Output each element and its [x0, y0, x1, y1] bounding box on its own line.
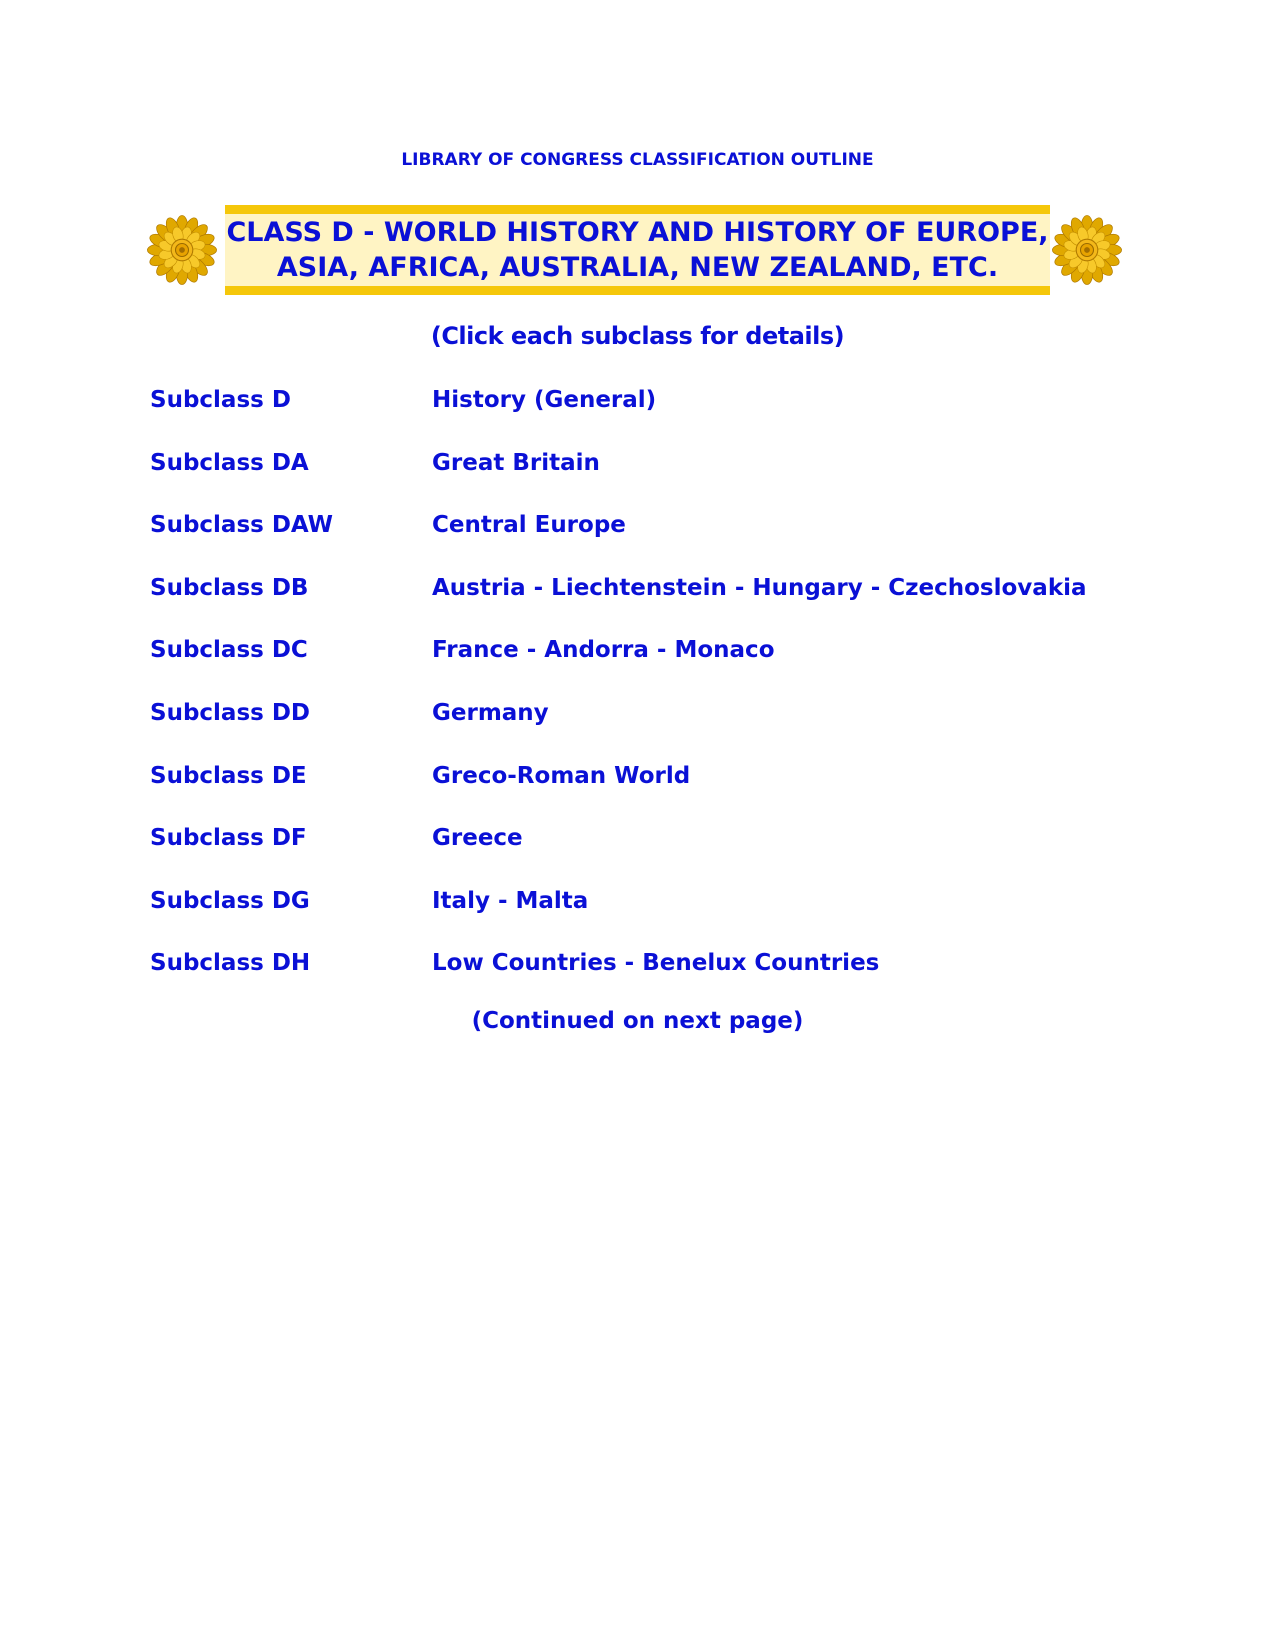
- subclass-list: [150, 385, 1150, 1011]
- subclass-code[interactable]: Subclass DE: [150, 762, 307, 789]
- class-title-banner: [225, 205, 1050, 295]
- top-heading: LIBRARY OF CONGRESS CLASSIFICATION OUTLINE: [401, 150, 874, 170]
- subclass-link-d[interactable]: [150, 385, 1150, 448]
- subclass-name[interactable]: Greco-Roman World: [432, 762, 691, 789]
- subclass-name[interactable]: History (General): [432, 387, 657, 413]
- subclass-name[interactable]: France - Andorra - Monaco: [432, 637, 775, 664]
- subclass-link-df[interactable]: [150, 823, 1150, 886]
- subclass-name[interactable]: Low Countries - Benelux Countries: [432, 950, 880, 977]
- subclass-name[interactable]: Great Britain: [432, 449, 600, 476]
- golden-rosette-icon: [146, 214, 218, 286]
- subclass-link-dg[interactable]: [150, 886, 1150, 949]
- class-title-line-1: CLASS D - WORLD HISTORY AND HISTORY OF EUROPE,: [226, 217, 1049, 248]
- subclass-code[interactable]: Subclass DG: [150, 887, 310, 914]
- subclass-name[interactable]: Greece: [432, 825, 523, 852]
- golden-rosette-icon: [1051, 214, 1123, 286]
- subclass-link-de[interactable]: [150, 761, 1150, 824]
- subclass-code[interactable]: Subclass DF: [150, 825, 307, 852]
- subclass-name[interactable]: Germany: [432, 699, 549, 726]
- subclass-code[interactable]: Subclass DC: [150, 637, 308, 664]
- subclass-code[interactable]: Subclass DB: [150, 574, 309, 601]
- subclass-code[interactable]: Subclass DD: [150, 699, 311, 726]
- class-title-line-2: ASIA, AFRICA, AUSTRALIA, NEW ZEALAND, ETC.: [276, 252, 999, 283]
- subclass-name[interactable]: Central Europe: [432, 512, 626, 539]
- instruction-text: (Click each subclass for details): [430, 322, 845, 350]
- subclass-name[interactable]: Austria - Liechtenstein - Hungary - Czechoslovakia: [432, 574, 1087, 601]
- subclass-link-daw[interactable]: [150, 510, 1150, 573]
- continued-note: (Continued on next page): [471, 1008, 804, 1034]
- subclass-code[interactable]: Subclass DH: [150, 950, 311, 977]
- subclass-link-db[interactable]: [150, 573, 1150, 636]
- subclass-code[interactable]: Subclass DA: [150, 449, 309, 476]
- subclass-link-dh[interactable]: [150, 948, 1150, 1011]
- subclass-name[interactable]: Italy - Malta: [432, 887, 589, 914]
- subclass-link-dc[interactable]: [150, 635, 1150, 698]
- subclass-code[interactable]: Subclass DAW: [150, 512, 334, 539]
- subclass-link-da[interactable]: [150, 448, 1150, 511]
- subclass-link-dd[interactable]: [150, 698, 1150, 761]
- subclass-code[interactable]: Subclass D: [150, 387, 291, 413]
